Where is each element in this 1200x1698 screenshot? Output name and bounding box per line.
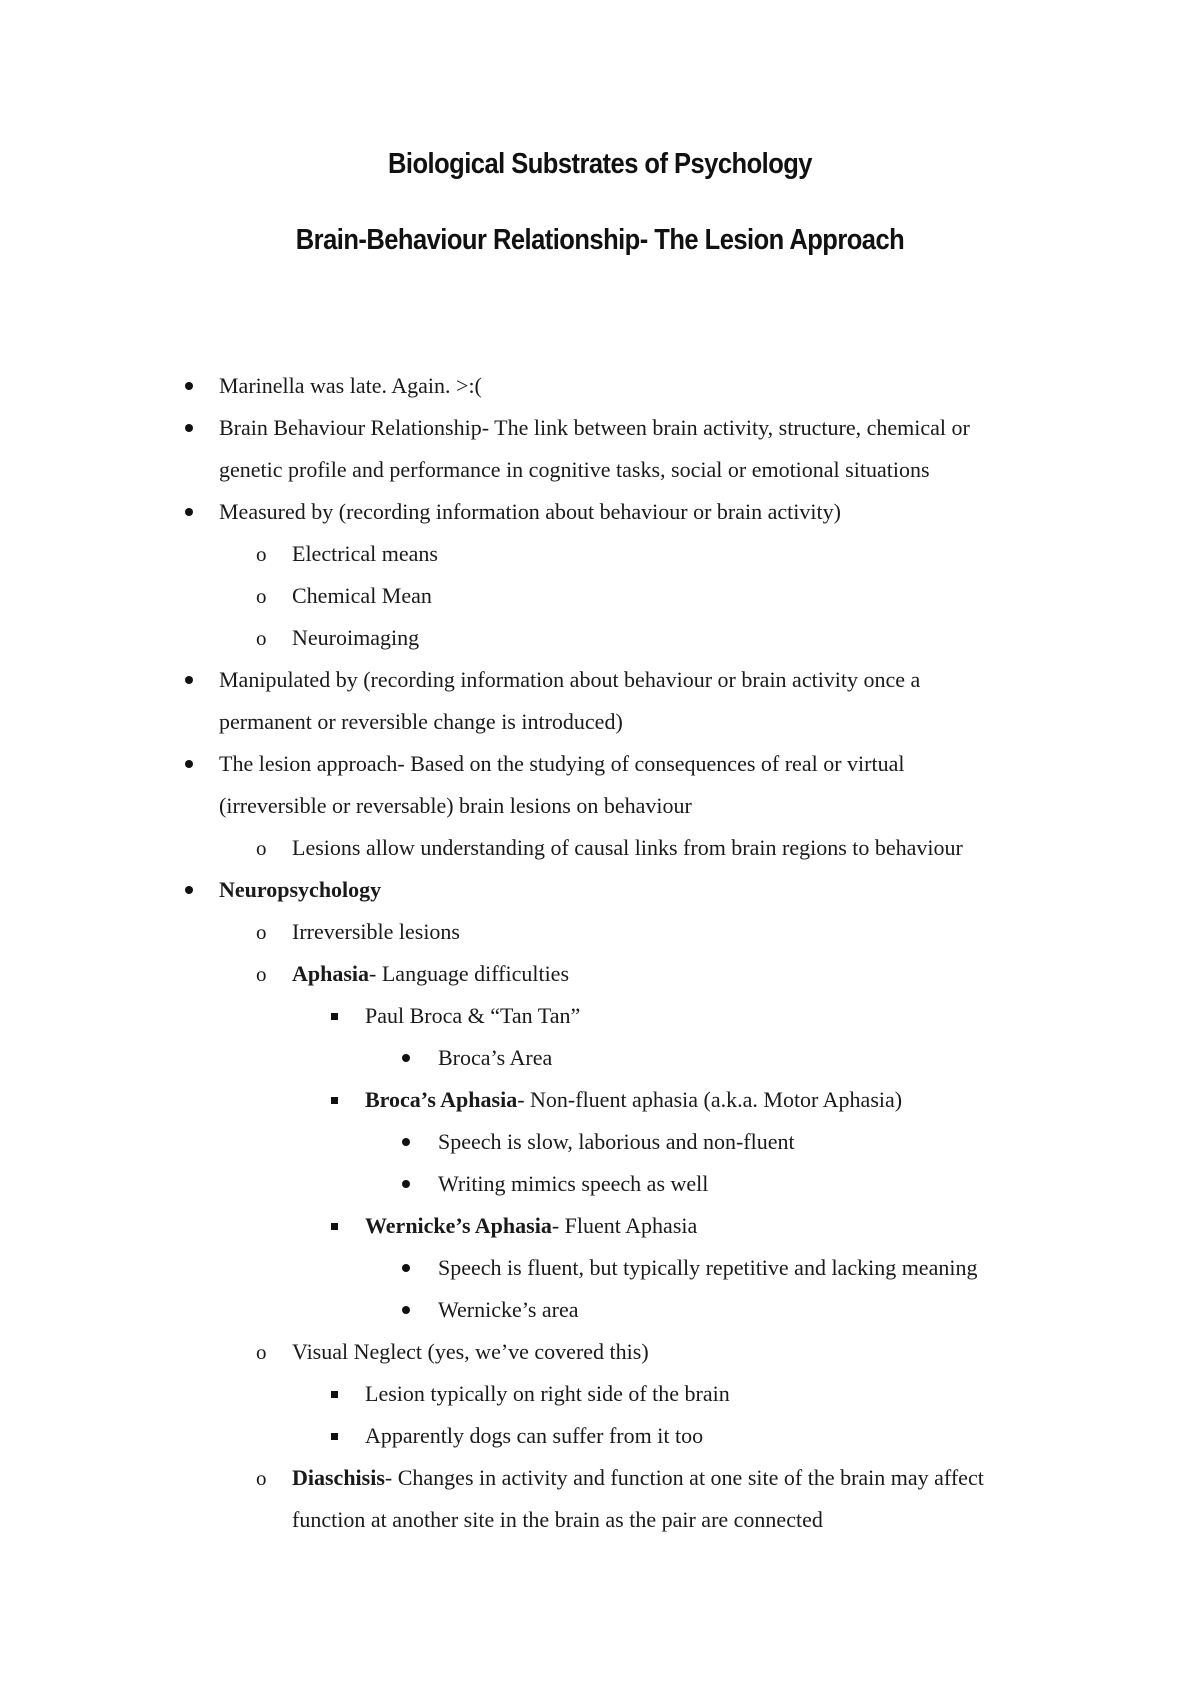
list-item-continuation [0, 785, 1200, 827]
list-item-text: permanent or reversible change is introduced) [219, 709, 623, 734]
list-item-text: Broca’s Area [438, 1045, 553, 1070]
document-subtitle: Brain-Behaviour Relationship- The Lesion Approach [295, 224, 905, 256]
list-item-text: Wernicke’s area [438, 1297, 579, 1322]
bullet-disc-icon [185, 676, 193, 684]
bullet-disc-icon [402, 1138, 410, 1146]
list-item [0, 575, 1200, 617]
list-item [0, 659, 1200, 701]
list-item-text: Irreversible lesions [292, 919, 460, 944]
list-item [0, 911, 1200, 953]
term: Wernicke’s Aphasia [365, 1213, 552, 1238]
term: Aphasia [292, 961, 370, 986]
list-item [0, 1205, 1200, 1247]
list-item-text [292, 953, 569, 995]
list-item-text: Chemical Mean [292, 583, 432, 608]
list-item-text [292, 1457, 984, 1499]
list-item [0, 1079, 1200, 1121]
list-item-text [365, 1079, 902, 1121]
list-item-text: Measured by (recording information about behaviour or brain activity) [219, 499, 841, 524]
term: Broca’s Aphasia [365, 1087, 518, 1112]
bullet-circle-icon: o [256, 584, 267, 608]
list-item-text: Writing mimics speech as well [438, 1171, 709, 1196]
list-item-text: Marinella was late. Again. >:( [219, 373, 482, 398]
list-item-heading: Neuropsychology [219, 877, 382, 902]
list-item-text: (irreversible or reversable) brain lesions on behaviour [219, 793, 692, 818]
list-item [0, 869, 1200, 911]
list-item [0, 617, 1200, 659]
bullet-circle-icon: o [256, 1340, 267, 1364]
list-item-text: Electrical means [292, 541, 438, 566]
bullet-square-icon [331, 1097, 338, 1104]
document-title: Biological Substrates of Psychology [388, 148, 812, 180]
list-item [0, 1415, 1200, 1457]
list-item [0, 1373, 1200, 1415]
list-item-text: Speech is fluent, but typically repetitive and lacking meaning [438, 1255, 978, 1280]
list-item-text: Paul Broca & “Tan Tan” [365, 1003, 581, 1028]
list-item [0, 1121, 1200, 1163]
list-item [0, 1457, 1200, 1499]
bullet-circle-icon: o [256, 626, 267, 650]
bullet-disc-icon [185, 424, 193, 432]
list-item-continuation [0, 449, 1200, 491]
definition: - Language difficulties [369, 961, 570, 986]
term: Diaschisis [292, 1465, 385, 1490]
list-item [0, 743, 1200, 785]
list-item-text: Apparently dogs can suffer from it too [365, 1423, 704, 1448]
list-item [0, 407, 1200, 449]
bullet-square-icon [331, 1391, 338, 1398]
list-item [0, 1037, 1200, 1079]
list-item-text: Speech is slow, laborious and non-fluent [438, 1129, 795, 1154]
bullet-circle-icon: o [256, 836, 267, 860]
bullet-circle-icon: o [256, 920, 267, 944]
bullet-disc-icon [185, 382, 193, 390]
list-item-continuation [0, 1499, 1200, 1541]
list-item [0, 1289, 1200, 1331]
definition: - Non-fluent aphasia (a.k.a. Motor Aphasia) [517, 1087, 903, 1112]
list-item [0, 953, 1200, 995]
list-item-text: Manipulated by (recording information about behaviour or brain activity once a [219, 667, 921, 692]
list-item-text [365, 1205, 697, 1247]
bullet-disc-icon [402, 1054, 410, 1062]
bullet-square-icon [331, 1013, 338, 1020]
bullet-square-icon [331, 1433, 338, 1440]
bullet-disc-icon [185, 760, 193, 768]
list-item [0, 1247, 1200, 1289]
bullet-circle-icon: o [256, 1466, 267, 1490]
list-item-text: Neuroimaging [292, 625, 420, 650]
bullet-disc-icon [402, 1306, 410, 1314]
list-item [0, 827, 1200, 869]
list-item [0, 491, 1200, 533]
list-item [0, 1163, 1200, 1205]
list-item-text: Lesions allow understanding of causal links from brain regions to behaviour [292, 835, 963, 860]
list-item [0, 995, 1200, 1037]
list-item [0, 365, 1200, 407]
bullet-disc-icon [185, 886, 193, 894]
list-item-text: genetic profile and performance in cognitive tasks, social or emotional situations [219, 457, 930, 482]
bullet-square-icon [331, 1223, 338, 1230]
list-item-text: The lesion approach- Based on the studying of consequences of real or virtual [219, 751, 905, 776]
bullet-disc-icon [185, 508, 193, 516]
list-item-text: function at another site in the brain as the pair are connected [292, 1507, 823, 1532]
bullet-disc-icon [402, 1264, 410, 1272]
definition: - Fluent Aphasia [551, 1213, 698, 1238]
list-item-text: Visual Neglect (yes, we’ve covered this) [292, 1339, 649, 1364]
bullet-disc-icon [402, 1180, 410, 1188]
definition: - Changes in activity and function at one site of the brain may affect [384, 1465, 984, 1490]
list-item-text: Brain Behaviour Relationship- The link between brain activity, structure, chemical or [219, 415, 970, 440]
list-item [0, 1331, 1200, 1373]
list-item-text: Lesion typically on right side of the brain [365, 1381, 730, 1406]
list-item-continuation [0, 701, 1200, 743]
bullet-circle-icon: o [256, 962, 267, 986]
bullet-circle-icon: o [256, 542, 267, 566]
list-item [0, 533, 1200, 575]
notes-list [0, 365, 1200, 1541]
